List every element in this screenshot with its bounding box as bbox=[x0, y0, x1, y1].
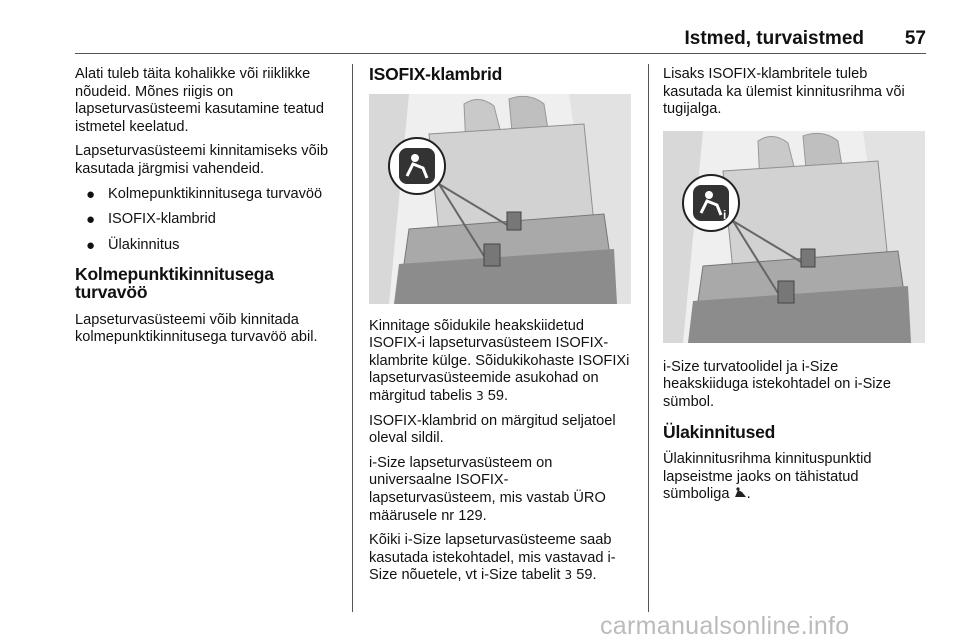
svg-text:i: i bbox=[723, 207, 727, 222]
isofix-seat-illustration bbox=[369, 94, 631, 304]
list-item: ● Kolmepunktikinnitusega turvavöö bbox=[86, 185, 323, 203]
list-item: ● Ülakinnitus bbox=[86, 236, 180, 254]
paragraph: Ülakinnitusrihma kinnituspunktid lapseistme jaoks on tähistatud sümboliga . bbox=[663, 451, 872, 503]
bullet-icon: ● bbox=[86, 185, 96, 203]
bullet-icon: ● bbox=[86, 236, 96, 254]
bullet-list bbox=[75, 186, 343, 255]
column-2 bbox=[369, 66, 633, 592]
paragraph: Lisaks ISOFIX-klambritele tuleb kasutada ka ülemist kinnitusrihma või tugijalga. bbox=[663, 66, 905, 118]
column-divider-1 bbox=[352, 64, 353, 612]
top-tether-seat-illustration bbox=[663, 131, 925, 343]
section-heading: Kolmepunktikinnitusega turvavöö bbox=[75, 264, 274, 302]
reference-arrow-icon: 3 bbox=[564, 568, 573, 583]
section-title: Istmed, turvaistmed bbox=[684, 28, 864, 49]
reference-arrow-icon: 3 bbox=[476, 388, 484, 403]
paragraph: Lapseturvasüsteemi kinnitamiseks võib kasutada järgmisi vahendeid. bbox=[75, 143, 329, 177]
paragraph: Lapseturvasüsteemi võib kinnitada kolmepunktikinnitusega turvavöö abil. bbox=[75, 311, 318, 346]
watermark: carmanualsonline.info bbox=[600, 612, 850, 640]
top-tether-icon bbox=[734, 486, 747, 502]
column-3 bbox=[663, 66, 927, 511]
header-divider bbox=[75, 53, 926, 54]
paragraph: Kõiki i-Size lapseturvasüsteeme saab kasutada istekohtadel, mis vastavad i-Size nõuetele, vt i-Size tabelit 3 59. bbox=[369, 532, 616, 584]
paragraph: Alati tuleb täita kohalikke või riiklikke nõudeid. Mõnes riigis on lapseturvasüsteemi kasutamine teatud istmetel keelatud. bbox=[75, 66, 325, 135]
paragraph: ISOFIX-klambrid on märgitud seljatoel oleval sildil. bbox=[369, 412, 616, 447]
paragraph: i-Size turvatoolidel ja i-Size heakskiiduga istekohtadel on i-Size sümbol. bbox=[663, 358, 891, 410]
page-header bbox=[75, 24, 926, 52]
column-divider-2 bbox=[648, 64, 649, 612]
paragraph: Kinnitage sõidukile heakskiidetud ISOFIX-i lapseturvasüsteem ISOFIX-klambrite külge. Sõidukikohaste ISOFIXi lapseturvasüsteemide asukohad on märgitud tabelis 3 59. bbox=[369, 317, 630, 404]
section-heading: Ülakinnitused bbox=[663, 421, 776, 442]
page-number: 57 bbox=[904, 28, 926, 49]
section-heading: ISOFIX-klambrid bbox=[369, 64, 503, 84]
list-item: ● ISOFIX-klambrid bbox=[86, 211, 216, 229]
column-1 bbox=[75, 66, 343, 354]
paragraph: i-Size lapseturvasüsteem on universaalne ISOFIX-lapseturvasüsteem, mis vastab ÜRO määrusele nr 129. bbox=[369, 454, 606, 524]
bullet-icon: ● bbox=[86, 211, 96, 229]
